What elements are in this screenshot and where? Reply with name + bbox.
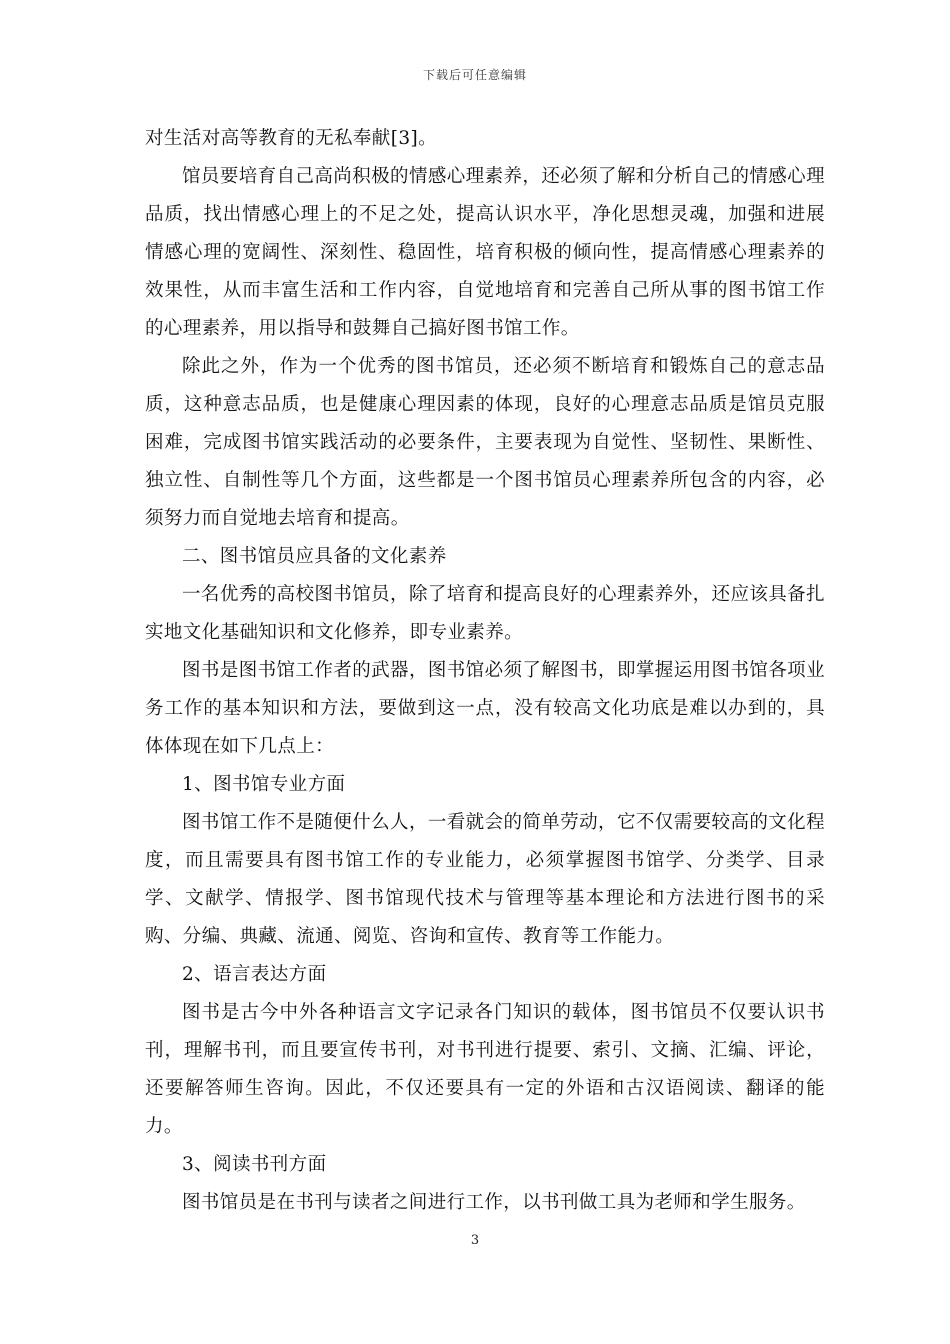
subheading-reading-periodicals: 3、阅读书刊方面: [182, 1154, 327, 1175]
paragraph-professional-literacy: 一名优秀的高校图书馆员，除了培育和提高良好的心理素养外，还应该具备扎实地文化基础知识和文化修养，即专业素养。: [145, 584, 825, 643]
subheading-library-profession: 1、图书馆专业方面: [182, 774, 346, 795]
page-number: 3: [470, 1233, 480, 1248]
paragraph-language-expression: 图书是古今中外各种语言文字记录各门知识的载体，图书馆员不仅要认识书刊，理解书刊，而且要宣传书刊，对书刊进行提要、索引、文摘、汇编、评论，还要解答师生咨询。因此，不仅还要具有一定的外语和古汉语阅读、翻译的能力。: [145, 1002, 825, 1137]
paragraph-will-quality: 除此之外，作为一个优秀的图书馆员，还必须不断培育和锻炼自己的意志品质，这种意志品质，也是健康心理因素的体现，良好的心理意志品质是馆员克服困难，完成图书馆实践活动的必要条件，主要表现为自觉性、坚韧性、果断性、独立性、自制性等几个方面，这些都是一个图书馆员心理素养所包含的内容，必须努力而自觉地去培育和提高。: [145, 356, 825, 529]
subheading-language-expression: 2、语言表达方面: [182, 964, 327, 985]
document-body: [145, 120, 825, 1222]
paragraph-emotional-quality: 馆员要培育自己高尚积极的情感心理素养，还必须了解和分析自己的情感心理品质，找出情感心理上的不足之处，提高认识水平，净化思想灵魂，加强和进展情感心理的宽阔性、深刻性、稳固性，培育积极的倾向性，提高情感心理素养的效果性，从而丰富生活和工作内容，自觉地培育和完善自己所从事的图书馆工作的心理素养，用以指导和鼓舞自己搞好图书馆工作。: [145, 166, 825, 339]
page-header-note: 下载后可任意编辑: [422, 68, 527, 82]
paragraph-reading-periodicals: 图书馆员是在书刊与读者之间进行工作，以书刊做工具为老师和学生服务。: [182, 1192, 806, 1213]
paragraph-books-as-weapons: 图书是图书馆工作者的武器，图书馆必须了解图书，即掌握运用图书馆各项业务工作的基本知识和方法，要做到这一点，没有较高文化功底是难以办到的，具体体现在如下几点上：: [145, 660, 825, 757]
section-heading-cultural-literacy: 二、图书馆员应具备的文化素养: [182, 546, 447, 567]
paragraph-continued: 对生活对高等教育的无私奉献[3]。: [145, 128, 438, 149]
paragraph-library-profession: 图书馆工作不是随便什么人，一看就会的简单劳动，它不仅需要较高的文化程度，而且需要具有图书馆工作的专业能力，必须掌握图书馆学、分类学、目录学、文献学、情报学、图书馆现代技术与管理等基本理论和方法进行图书的采购、分编、典藏、流通、阅览、咨询和宣传、教育等工作能力。: [145, 812, 825, 947]
